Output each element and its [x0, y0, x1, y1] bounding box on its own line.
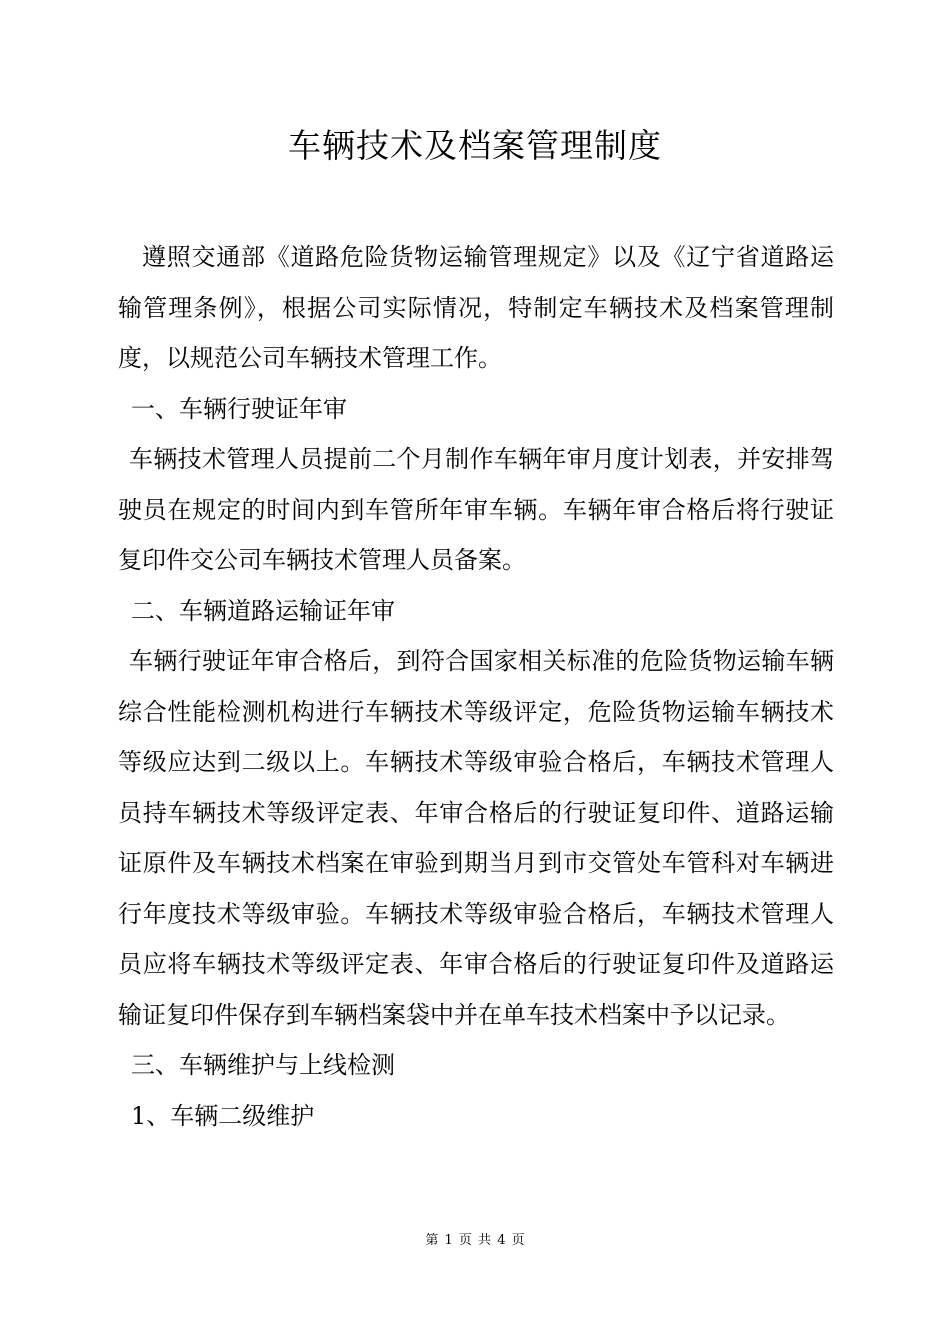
- page-number-footer: 第 1 页 共 4 页: [425, 1233, 525, 1248]
- section-1-paragraph: 车辆技术管理人员提前二个月制作车辆年审月度计划表，并安排驾驶员在规定的时间内到车管所年审车辆。车辆年审合格后将行驶证复印件交公司车辆技术管理人员备案。: [118, 445, 834, 574]
- document-title: 车辆技术及档案管理制度: [288, 126, 662, 165]
- subsection-heading-3-1: 1、车辆二级维护: [131, 1101, 315, 1130]
- document-body: [118, 232, 834, 1141]
- section-heading-3: 三、车辆维护与上线检测: [131, 1051, 395, 1079]
- section-heading-1: 一、车辆行驶证年审: [131, 394, 347, 423]
- intro-paragraph: 遵照交通部《道路危险货物运输管理规定》以及《辽宁省道路运输管理条例》，根据公司实际情况，特制定车辆技术及档案管理制度，以规范公司车辆技术管理工作。: [118, 243, 834, 372]
- section-2-paragraph: 车辆行驶证年审合格后，到符合国家相关标准的危险货物运输车辆综合性能检测机构进行车辆技术等级评定，危险货物运输车辆技术等级应达到二级以上。车辆技术等级审验合格后，车辆技术管理人员持车辆技术等级评定表、年审合格后的行驶证复印件、道路运输证原件及车辆技术档案在审验到期当月到市交管处车管科对车辆进行年度技术等级审验。车辆技术等级审验合格后，车辆技术管理人员应将车辆技术等级评定表、年审合格后的行驶证复印件及道路运输证复印件保存到车辆档案袋中并在单车技术档案中予以记录。: [118, 647, 834, 1029]
- section-heading-2: 二、车辆道路运输证年审: [131, 596, 395, 625]
